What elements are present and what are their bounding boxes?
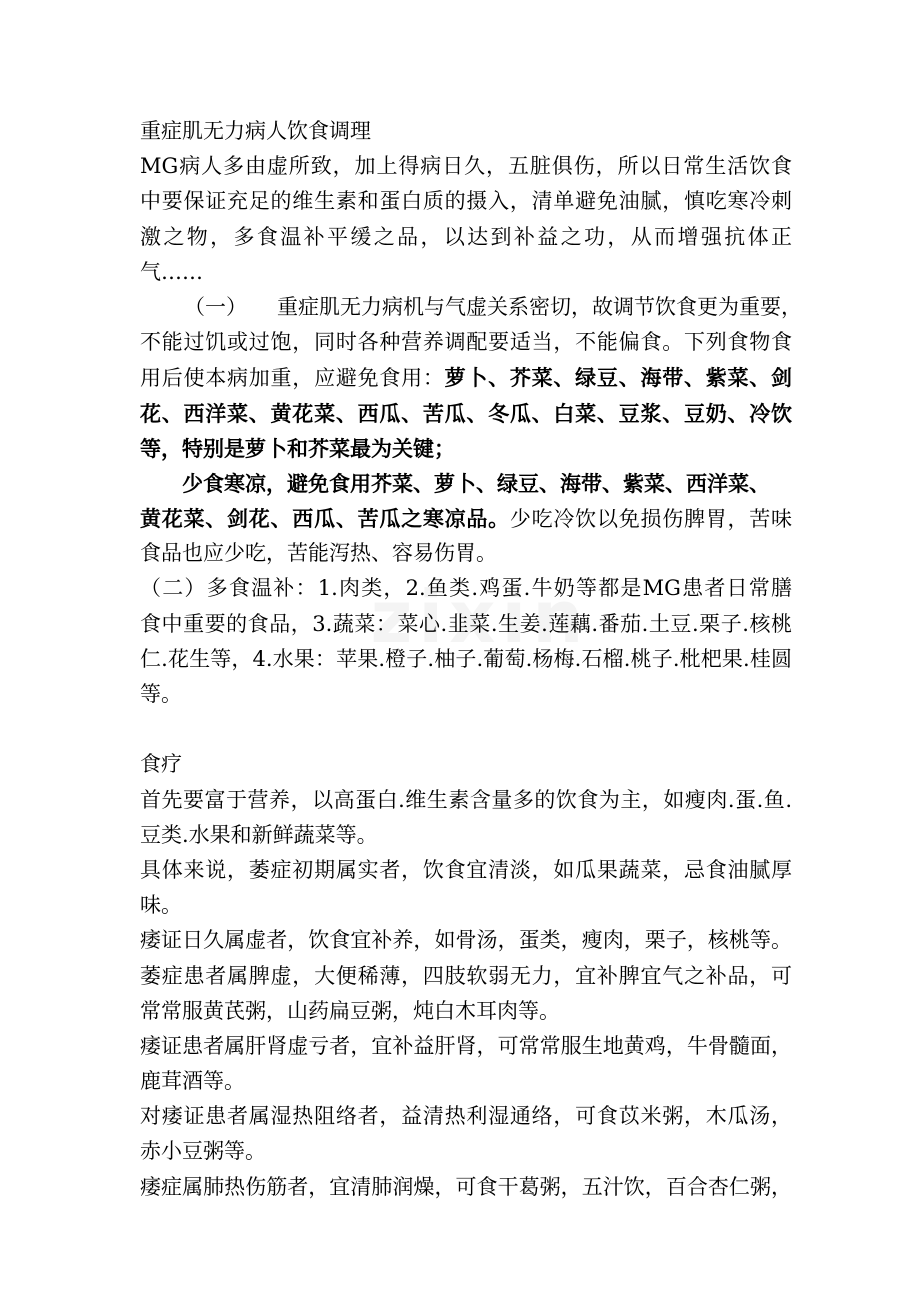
diet-line: 痿证患者属肝肾虚亏者，宜补益肝肾，可常常服生地黄鸡，牛骨髓面， <box>140 1033 792 1058</box>
section1b-bold-text-2: 黄花菜、剑花、西瓜、苦瓜之寒凉品。 <box>140 506 510 532</box>
section1-marker: （一） <box>184 294 247 319</box>
section1-line-4 <box>140 396 792 431</box>
section2-line-1: （二）多食温补：1.肉类，2.鱼类.鸡蛋.牛奶等都是MG患者日常膳 <box>140 576 792 601</box>
diet-line: 对痿证患者属湿热阻络者，益清热利湿通络，可食苡米粥，木瓜汤， <box>140 1104 792 1129</box>
intro-line: 中要保证充足的维生素和蛋白质的摄入，清单避免油腻，慎吃寒冷刺 <box>140 189 792 214</box>
intro-line: 激之物，多食温补平缓之品，以达到补益之功，从而增强抗体正 <box>140 224 792 249</box>
blank-line <box>140 712 792 747</box>
section1b-line-3: 食品也应少吃，苦能泻热、容易伤胃。 <box>140 541 497 566</box>
diet-line: 豆类.水果和新鲜蔬菜等。 <box>140 822 378 847</box>
diet-line: 鹿茸酒等。 <box>140 1069 245 1094</box>
section2-line-3: 仁.花生等，4.水果：苹果.橙子.柚子.葡萄.杨梅.石榴.桃子.枇杷果.桂圆 <box>140 646 792 671</box>
section1b-bold-text: 少食寒凉，避免食用芥菜、萝卜、绿豆、海带、紫菜、西洋菜、 <box>182 470 770 496</box>
section2-line-4: 等。 <box>140 682 182 706</box>
section2-line-2: 食中重要的食品，3.蔬菜：菜心.韭菜.生姜.莲藕.番茄.土豆.栗子.核桃 <box>140 611 792 636</box>
diet-line: 具体来说，萎症初期属实者，饮食宜清淡，如瓜果蔬菜，忌食油腻厚 <box>140 857 792 882</box>
intro-line: MG病人多由虚所致，加上得病日久，五脏俱伤，所以日常生活饮食 <box>140 154 792 179</box>
section1-key-note: 等，特别是萝卜和芥菜最为关键； <box>140 435 455 461</box>
document-body <box>140 114 802 1205</box>
section1-normal-text: 用后使本病加重，应避免食用： <box>140 366 445 391</box>
section1-line-2: 不能过饥或过饱，同时各种营养调配要适当，不能偏食。下列食物食 <box>140 330 792 355</box>
diet-line: 味。 <box>140 893 182 918</box>
section1-line-3 <box>140 360 792 395</box>
section1b-line-1 <box>140 466 792 501</box>
section1b-line-2 <box>140 501 792 536</box>
section1b-normal-text: 少吃冷饮以免损伤脾胃，苦味 <box>509 507 793 532</box>
diet-line: 首先要富于营养，以高蛋白.维生素含量多的饮食为主，如瘦肉.蛋.鱼. <box>140 787 792 812</box>
diet-line: 痿症属肺热伤筋者，宜清肺润燥，可食干葛粥，五汁饮，百合杏仁粥， <box>140 1174 792 1199</box>
document-title: 重症肌无力病人饮食调理 <box>140 119 371 143</box>
intro-line: 气…… <box>140 259 203 284</box>
section1-avoid-foods-2: 花、西洋菜、黄花菜、西瓜、苦瓜、冬瓜、白菜、豆浆、豆奶、冷饮 <box>140 400 792 426</box>
diet-line: 痿证日久属虚者，饮食宜补养，如骨汤，蛋类，瘦肉，栗子，核桃等。 <box>140 928 792 953</box>
diet-heading: 食疗 <box>140 752 182 777</box>
diet-line: 常常服黄芪粥，山药扁豆粥，炖白木耳肉等。 <box>140 998 560 1023</box>
diet-line: 萎症患者属脾虚，大便稀薄，四肢软弱无力，宜补脾宜气之补品，可 <box>140 963 792 988</box>
diet-line: 赤小豆粥等。 <box>140 1139 266 1164</box>
section1-avoid-foods: 萝卜、芥菜、绿豆、海带、紫菜、剑 <box>444 365 793 391</box>
section1-line-1 <box>140 290 802 325</box>
section1-text: 重症肌无力病机与气虚关系密切，故调节饮食更为重要， <box>277 294 802 319</box>
section1-line-5 <box>140 431 792 466</box>
